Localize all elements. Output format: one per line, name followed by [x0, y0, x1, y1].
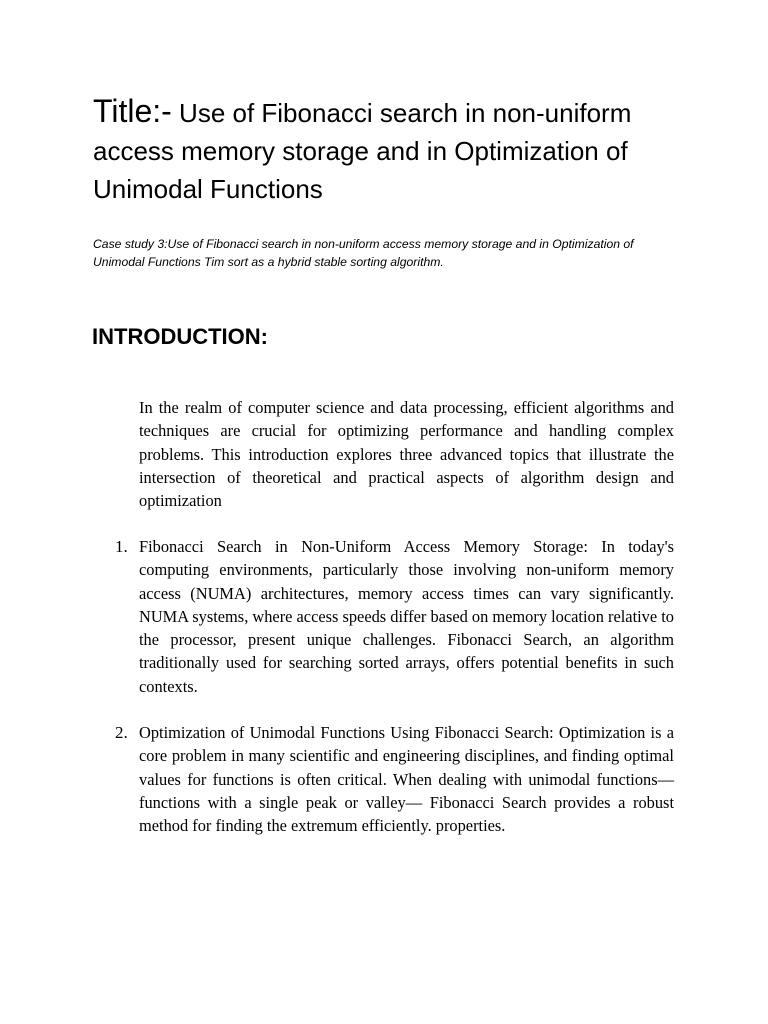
- title-text: Use of Fibonacci search in non-uniform access memory storage and in Optimization of Unimodal Functions: [93, 98, 632, 204]
- case-study-subtitle: Case study 3:Use of Fibonacci search in non-uniform access memory storage and in Optimization of Unimodal Functions Tim sort as a hybrid stable sorting algorithm.: [93, 237, 634, 269]
- introduction-heading: INTRODUCTION:: [92, 324, 268, 349]
- list-item: [115, 535, 674, 698]
- list-item: [115, 721, 674, 837]
- title-prefix: Title:-: [93, 93, 172, 129]
- list-item-number: 2.: [115, 723, 128, 742]
- list-item-number: 1.: [115, 537, 128, 556]
- list-item-text: Fibonacci Search in Non-Uniform Access Memory Storage: In today's computing environments, particularly those involving non-uniform memory access (NUMA) architectures, memory access times can vary significantly. NUMA systems, where access speeds differ based on memory location relative to the processor, present unique challenges. Fibonacci Search, an algorithm traditionally used for searching sorted arrays, offers potential benefits in such contexts.: [139, 537, 674, 696]
- list-item-text: Optimization of Unimodal Functions Using Fibonacci Search: Optimization is a core problem in many scientific and engineering disciplines, and finding optimal values for functions is often critical. When dealing with unimodal functions—functions with a single peak or valley— Fibonacci Search provides a robust method for finding the extremum efficiently. properties.: [139, 723, 674, 836]
- document-title: [93, 92, 633, 208]
- introduction-paragraph: In the realm of computer science and data processing, efficient algorithms and techniques are crucial for optimizing performance and handling complex problems. This introduction explores three advanced topics that illustrate the intersection of theoretical and practical aspects of algorithm design and optimization: [139, 398, 674, 511]
